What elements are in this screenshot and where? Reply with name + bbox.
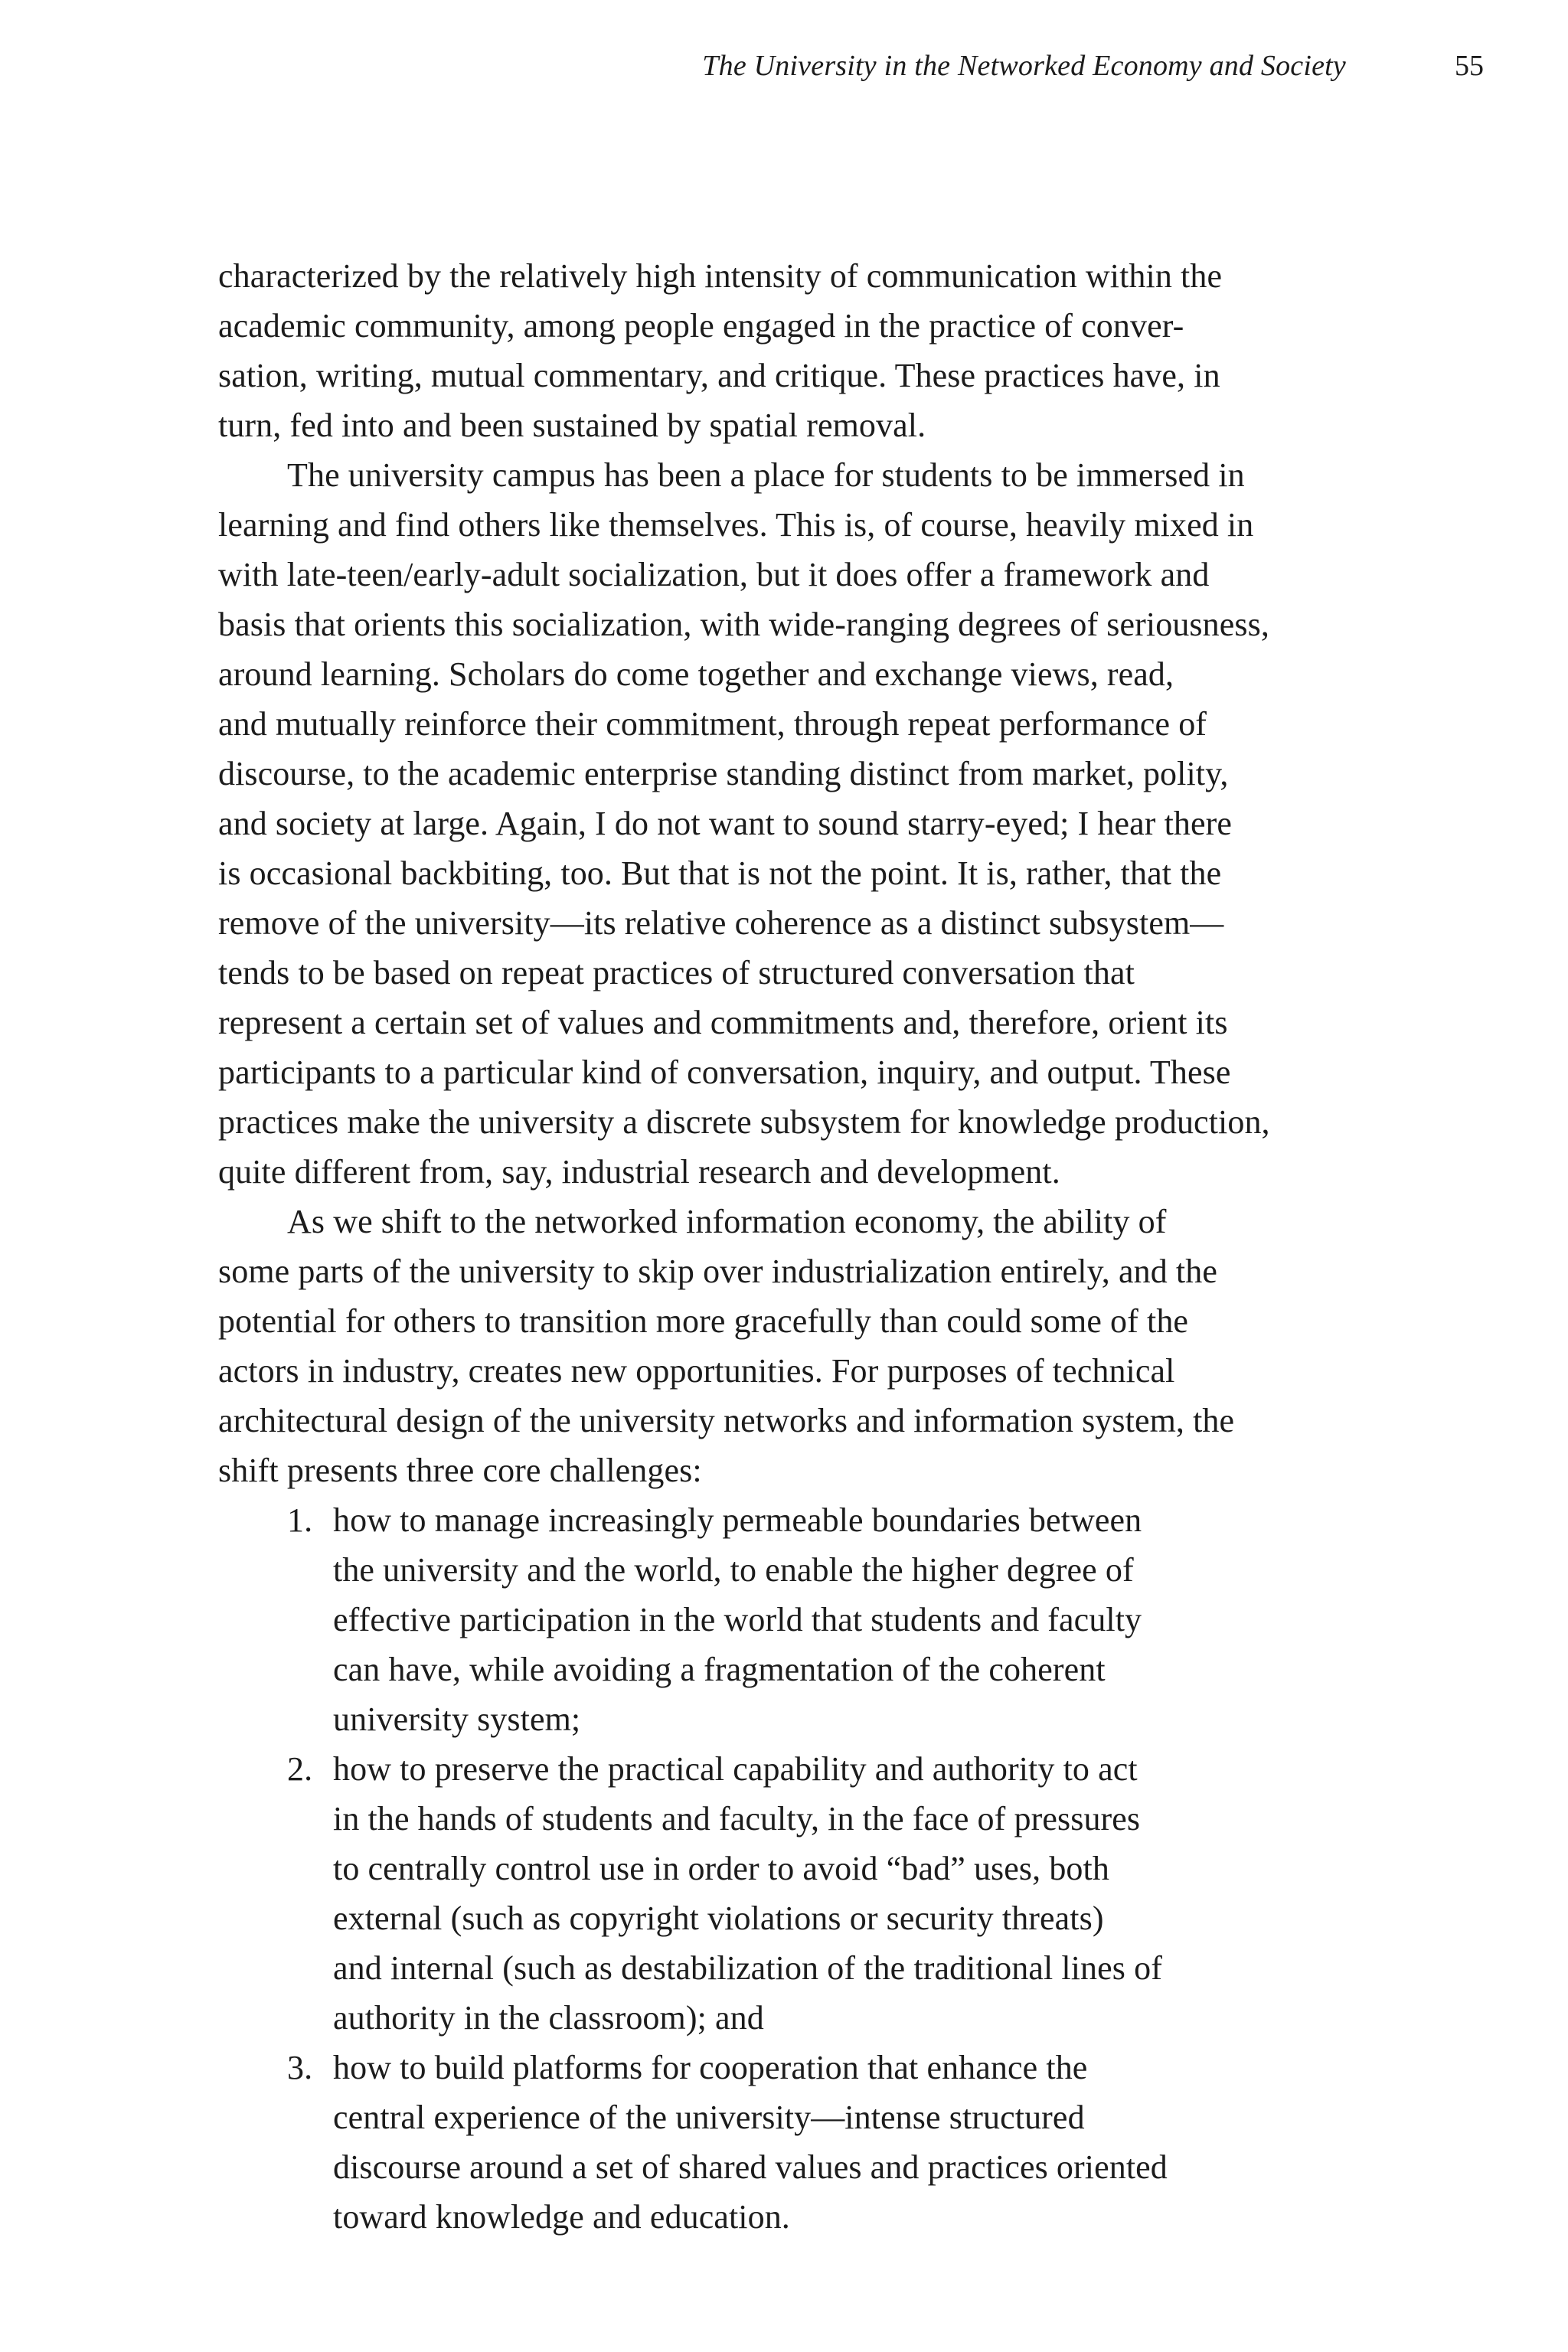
list-line: and internal (such as destabilization of the traditional lines of <box>333 1949 1162 1987</box>
text-line: and society at large. Again, I do not want to sound starry-eyed; I hear there <box>218 805 1233 842</box>
numbered-list <box>218 1495 1351 2242</box>
list-line: the university and the world, to enable the higher degree of <box>333 1551 1134 1589</box>
text-line: The university campus has been a place for students to be immersed in <box>287 456 1245 494</box>
text-line: around learning. Scholars do come together and exchange views, read, <box>218 655 1174 693</box>
text-line: remove of the university—its relative coherence as a distinct subsystem— <box>218 904 1224 942</box>
text-line: As we shift to the networked information economy, the ability of <box>287 1203 1167 1240</box>
paragraph-3 <box>218 1197 1351 1495</box>
text-line: potential for others to transition more gracefully than could some of the <box>218 1302 1189 1340</box>
text-line: tends to be based on repeat practices of structured conversation that <box>218 954 1135 991</box>
list-text: how to preserve the practical capability and authority to act <box>333 1750 1138 1788</box>
text-line: represent a certain set of values and commitments and, therefore, orient its <box>218 1004 1228 1041</box>
list-line <box>218 2043 1351 2092</box>
list-line <box>218 1495 1351 1545</box>
list-line: discourse around a set of shared values and practices oriented <box>333 2148 1168 2186</box>
text-line: architectural design of the university networks and information system, the <box>218 1402 1235 1439</box>
body-text <box>218 251 1351 2242</box>
text-line: basis that orients this socialization, with wide-ranging degrees of seriousness, <box>218 606 1269 643</box>
text-line: quite different from, say, industrial research and development. <box>218 1153 1060 1191</box>
list-line: in the hands of students and faculty, in the face of pressures <box>333 1800 1141 1838</box>
text-line: discourse, to the academic enterprise standing distinct from market, polity, <box>218 755 1229 792</box>
text-line: actors in industry, creates new opportunities. For purposes of technical <box>218 1352 1175 1390</box>
text-line: and mutually reinforce their commitment, through repeat performance of <box>218 705 1207 743</box>
list-number: 2. <box>287 1750 313 1788</box>
text-line: is occasional backbiting, too. But that is not the point. It is, rather, that the <box>218 854 1222 892</box>
text-line: characterized by the relatively high intensity of communication within the <box>218 257 1223 295</box>
running-head <box>0 46 1568 92</box>
list-line: external (such as copyright violations or security threats) <box>333 1900 1104 1937</box>
text-line: turn, fed into and been sustained by spatial removal. <box>218 407 926 444</box>
list-text: how to build platforms for cooperation that enhance the <box>333 2049 1088 2086</box>
list-line <box>218 1744 1351 1794</box>
list-number: 1. <box>287 1501 313 1539</box>
text-line: learning and find others like themselves. This is, of course, heavily mixed in <box>218 506 1254 544</box>
text-line: sation, writing, mutual commentary, and critique. These practices have, in <box>218 357 1220 394</box>
list-line: to centrally control use in order to avoid “bad” uses, both <box>333 1850 1109 1887</box>
page-number: 55 <box>1455 50 1484 82</box>
text-line: participants to a particular kind of conversation, inquiry, and output. These <box>218 1054 1231 1091</box>
running-title: The University in the Networked Economy and Society <box>702 50 1346 82</box>
list-item <box>218 1744 1351 2043</box>
list-number: 3. <box>287 2049 313 2086</box>
text-line: with late-teen/early-adult socialization, but it does offer a framework and <box>218 556 1210 593</box>
list-line: can have, while avoiding a fragmentation of the coherent <box>333 1651 1106 1688</box>
text-line: some parts of the university to skip over industrialization entirely, and the <box>218 1253 1217 1290</box>
text-line: academic community, among people engaged in the practice of conver- <box>218 307 1184 345</box>
list-line: central experience of the university—intense structured <box>333 2099 1085 2136</box>
list-item <box>218 1495 1351 1744</box>
list-line: effective participation in the world that students and faculty <box>333 1601 1142 1638</box>
paragraph-2 <box>218 450 1351 1197</box>
list-line: toward knowledge and education. <box>333 2198 790 2236</box>
list-text: how to manage increasingly permeable boundaries between <box>333 1501 1142 1539</box>
list-item <box>218 2043 1351 2242</box>
text-line: practices make the university a discrete subsystem for knowledge production, <box>218 1103 1270 1141</box>
text-line: shift presents three core challenges: <box>218 1452 702 1489</box>
paragraph-1 <box>218 251 1351 450</box>
list-line: university system; <box>333 1700 581 1738</box>
list-line: authority in the classroom); and <box>333 1999 764 2037</box>
